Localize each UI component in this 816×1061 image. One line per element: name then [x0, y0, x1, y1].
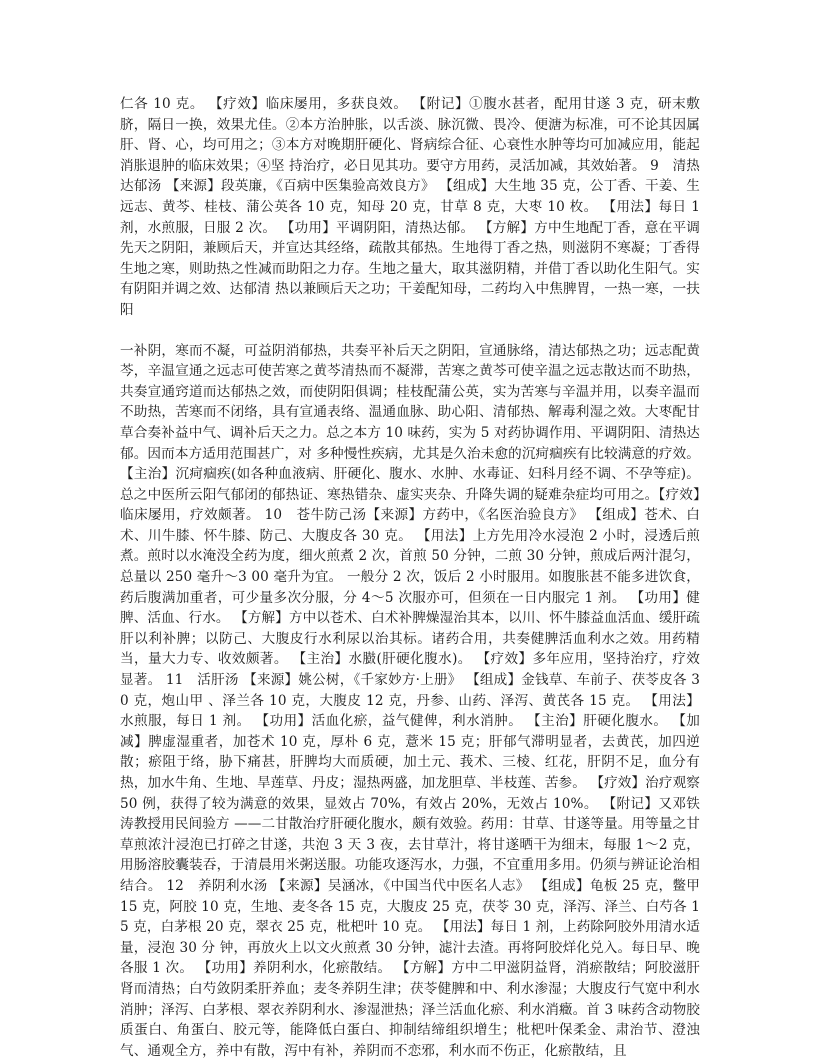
paragraph-continuation-recipe-9: 仁各 10 克。 【疗效】临床屡用，多获良效。 【附记】①腹水甚者，配用甘遂 3 克，研末敷脐，隔日一换，效果尤佳。②本方治肿胀，以舌淡、脉沉微、畏冷、便溏为标准，可不论其因属肝、肾、心，均可用之；③本方对晚期肝硬化、肾病综合征、心衰性水肿等均可加减应用，能起消胀退肿的临床效果；④坚 持治疗，必日见其功。要守方用药，灵活加减，其效始著。 9 清热达郁汤 【来源】段英廉，《百病中医集验高效良方》 【组成】大生地 35 克，公丁香、干姜、生远志、黄芩、桂枝、蒲公英各 10 克，知母 20 克，甘草 8 克，大枣 10 枚。 【用法】每日 1 剂，水煎服，日服 2 次。 【功用】平调阴阳，清热达郁。 【方解】方中生地配丁香，意在平调先天之阴阳，兼顾后天，并宣达其经络，疏散其郁热。生地得丁香之热，则滋阴不寒凝；丁香得生地之寒，则助热之性减而助阳之力存。生地之量大，取其滋阴精，并借丁香以助化生阳气。实有阴阳并调之效、达郁清 热以兼顾后天之功；干姜配知母，二药均入中焦脾胃，一热一寒，一扶阳 [120, 96, 700, 318]
paragraph-recipes-9-to-12: 一补阴，寒而不凝，可益阴消郁热，共奏平补后天之阴阳，宣通脉络，清达郁热之功；远志配黄芩，辛温宣通之远志可使苦寒之黄芩清热而不凝滞，苦寒之黄芩可使辛温之远志散达而不助热，共奏宣通窍道而达郁热之效，而使阴阳俱调；桂枝配蒲公英，实为苦寒与辛温并用，以奏辛温而不助热，苦寒而不闭络，具有宣通表络、温通血脉、助心阳、清郁热、解毒利湿之效。大枣配甘草合奏补益中气、调补后天之力。总之本方 10 味药，实为 5 对药协调作用、平调阴阳、清热达郁。因而本方适用范围甚广，对 多种慢性疾病，尤其是久治未愈的沉疴痼疾有比较满意的疗效。 【主治】沉疴痼疾(如各种血液病、肝硬化、腹水、水肿、水毒证、妇科月经不调、不孕等症)。总之中医所云阳气郁闭的郁热证、寒热错杂、虚实夹杂、升降失调的疑难杂症均可用之。【疗效】临床屡用，疗效颇著。 10 苍牛防己汤【来源】方药中，《名医治验良方》 【组成】苍术、白术、川牛膝、怀牛膝、防己、大腹皮各 30 克。 【用法】上方先用冷水浸泡 2 小时，浸透后煎煮。煎时以水淹没全药为度，细火煎煮 2 次，首煎 50 分钟，二煎 30 分钟，煎成后两汁混匀，总量以 250 毫升～3 00 毫升为宜。 一般分 2 次，饭后 2 小时服用。如腹胀甚不能多进饮食，药后腹满加重者，可少量多次分服，分 4～5 次服亦可，但须在一日内服完 1 剂。 【功用】健脾、活血、行水。 【方解】方中以苍术、白术补脾燥湿治其本，以川、怀牛膝益血活血、缓肝疏肝以利补脾；以防己、大腹皮行水利尿以治其标。诸药合用，共奏健脾活血利水之效。用药精当，量大力专、收效颇著。 【主治】水臌(肝硬化腹水)。 【疗效】多年应用，坚持治疗，疗效显著。 11 活肝汤 【来源】姚公树，《千家妙方·上册》 【组成】金钱草、车前子、茯苓皮各 30 克，炮山甲 、泽兰各 10 克，大腹皮 12 克，丹参、山药、泽泻、黄芪各 15 克。 【用法】水煎服，每日 1 剂。 【功用】活血化瘀，益气健俾，利水消肿。 【主治】肝硬化腹水。 【加减】脾虚湿重者，加苍术 10 克，厚朴 6 克，薏米 15 克；肝郁气滞明显者，去黄芪，加四逆散；瘀阻于络，胁下痛甚，肝脾均大而质硬，加土元、莪术、三棱、红花，肝阴不足，血分有热，加水牛角、生地、旱莲草、丹皮；湿热两盛，加龙胆草、半枝莲、苦参。 【疗效】治疗观察 50 例，获得了较为满意的效果，显效占 70%，有效占 20%，无效占 10%。 【附记】又邓铁涛教授用民间验方 ——二甘散治疗肝硬化腹水，颇有效验。药用：甘草、甘遂等量。用等量之甘草煎浓汁浸泡已打碎之甘遂，共泡 3 天 3 夜，去甘草汁，将甘遂晒干为细末，每服 1～2 克，用肠溶胶囊装吞，于清晨用米粥送服。功能攻逐泻水，力强，不宜重用多用。仍须与辨证论治相结合。 12 养阴利水汤 【来源】吴涵冰，《中国当代中医名人志》 【组成】龟板 25 克，鳖甲 15 克，阿胶 10 克，生地、麦冬各 15 克，大腹皮 25 克，茯苓 30 克，泽泻、泽兰、白芍各 15 克，白茅根 20 克，翠衣 25 克，枇杷叶 10 克。 【用法】每日 1 剂，上药除阿胶外用清水适量，浸泡 30 分 钟，再放火上以文火煎煮 30 分钟，滤汁去渣。再将阿胶烊化兑入。每日早、晚各服 1 次。 【功用】养阴利水，化瘀散结。 【方解】方中二甲滋阴益肾，消瘀散结；阿胶滋肝肾而清热；白芍敛阴柔肝养血；麦冬养阴生津；茯苓健脾和中、利水渗湿；大腹皮行气宽中利水消肿；泽泻、白茅根、翠衣养阴利水、渗湿泄热；泽兰活血化瘀、利水消癥。首 3 味药含动物胶质蛋白、角蛋白、胶元等，能降低白蛋白、抑制结缔组织增生；枇杷叶保柔金、肃治节、澄浊气、通观全方，养中有散，泻中有补，养阴而不恋邪，利水而不伤正，化瘀散结，且 [120, 342, 700, 1059]
document-page [120, 94, 700, 1061]
